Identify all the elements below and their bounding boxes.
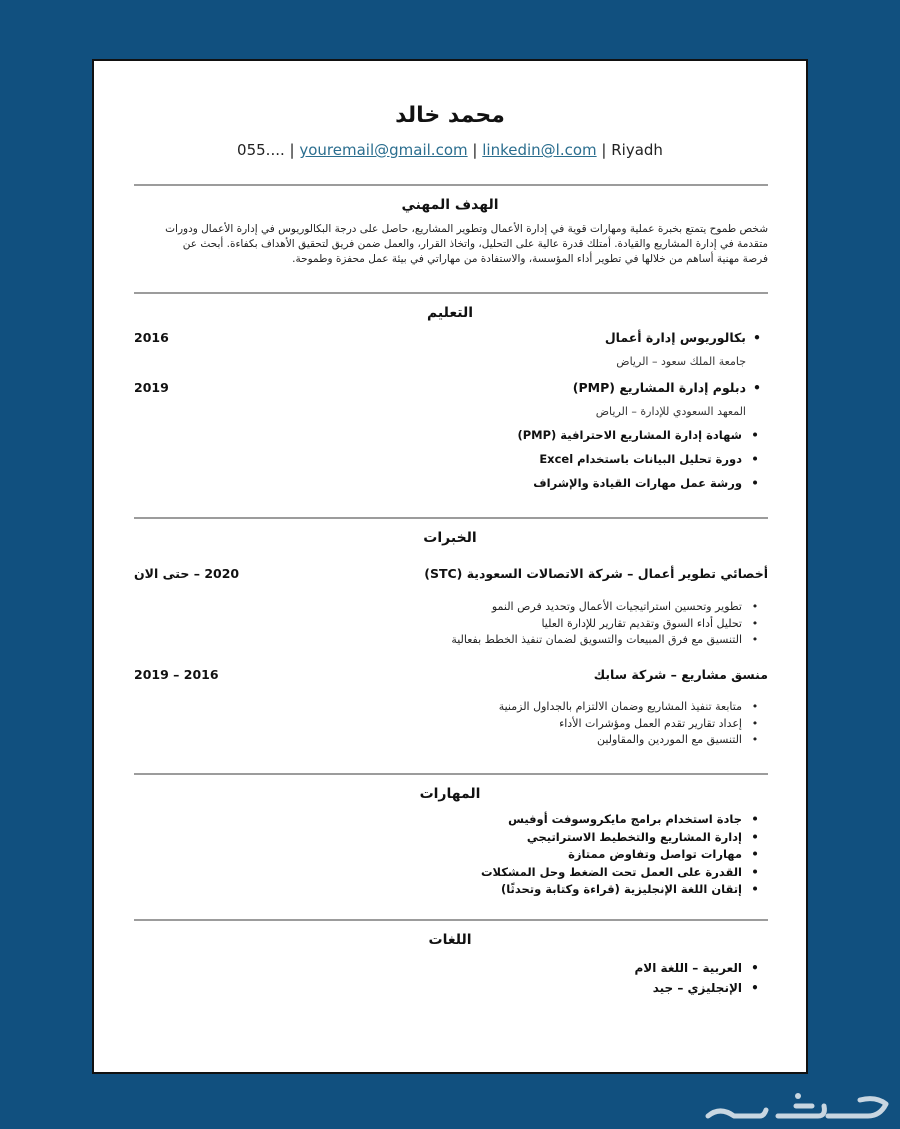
- course-item: • دورة تحليل البيانات باستخدام Excel: [134, 447, 768, 471]
- task-item: • إعداد تقارير تقدم العمل ومؤشرات الأداء: [134, 716, 768, 733]
- linkedin-link[interactable]: linkedin@l.com: [482, 141, 597, 159]
- languages-list: [134, 958, 768, 998]
- haraj-watermark-logo: [700, 1086, 896, 1126]
- candidate-name: محمد خالد: [395, 103, 505, 128]
- city: Riyadh: [611, 141, 663, 159]
- skills-list: [134, 811, 768, 899]
- skill-item: • جادة استخدام برامج مايكروسوفت أوفيس: [134, 811, 768, 829]
- job-tasks: [134, 699, 768, 749]
- skills-title: المهارات: [419, 786, 481, 802]
- section-divider: [134, 517, 768, 519]
- task-item: • تحليل أداء السوق وتقديم تقارير للإدارة العليا: [134, 616, 768, 633]
- job-title: أخصائي تطوير أعمال – شركة الاتصالات السعودية (STC): [424, 566, 768, 581]
- contact-separator: |: [289, 141, 295, 159]
- language-item: • الإنجليزي – جيد: [134, 978, 768, 998]
- skill-item: • إتقان اللغة الإنجليزية (قراءة وكتابة وتحدثًا): [134, 881, 768, 899]
- job-period: 2016 – 2019: [134, 667, 219, 682]
- resume-page: [92, 59, 808, 1074]
- contact-line: [94, 141, 806, 159]
- degree-row: [134, 380, 768, 400]
- job-period: 2020 – حتى الان: [134, 566, 240, 581]
- courses-list: [134, 423, 768, 495]
- objective-title: الهدف المهني: [401, 197, 499, 213]
- task-item: • التنسيق مع فرق المبيعات والتسويق لضمان تنفيذ الخطط بفعالية: [134, 632, 768, 649]
- skill-item: • القدرة على العمل تحت الضغط وحل المشكلات: [134, 864, 768, 882]
- section-divider: [134, 919, 768, 921]
- languages-title: اللغات: [428, 932, 472, 948]
- degree-institution: المعهد السعودي للإدارة – الرياض: [595, 405, 746, 418]
- job-row: [134, 566, 768, 586]
- contact-separator: |: [601, 141, 607, 159]
- degree-name: • بكالوريوس إدارة أعمال: [605, 330, 768, 345]
- task-item: • متابعة تنفيذ المشاريع وضمان الالتزام بالجداول الزمنية: [134, 699, 768, 716]
- phone-number: 055....: [237, 141, 285, 159]
- job-row: [134, 667, 768, 687]
- experience-title: الخبرات: [423, 530, 477, 546]
- skill-item: • مهارات تواصل وتفاوض ممتازة: [134, 846, 768, 864]
- task-item: • التنسيق مع الموردين والمقاولين: [134, 732, 768, 749]
- section-divider: [134, 773, 768, 775]
- job-title: منسق مشاريع – شركة سابك: [593, 667, 768, 682]
- degree-institution: جامعة الملك سعود – الرياض: [616, 355, 746, 368]
- course-item: • شهادة إدارة المشاريع الاحترافية (PMP): [134, 423, 768, 447]
- objective-text: شخص طموح يتمتع بخبرة عملية ومهارات قوية في إدارة الأعمال وتطوير المشاريع، حاصل على درجة البكالوريوس في إدارة الأعمال ودورات متقدمة في إدارة المشاريع والقيادة. أمتلك قدرة عالية على التحليل، واتخاذ القرار، والعمل ضمن فريق لتحقيق الأهداف بكفاءة. أبحث عن فرصة مهنية أساهم من خلالها في تطوير أداء المؤسسة، والاستفادة من مهاراتي في بيئة عمل محفزة وطموحة.: [165, 223, 768, 265]
- education-title: التعليم: [426, 305, 474, 321]
- language-item: • العربية – اللغة الام: [134, 958, 768, 978]
- degree-year: 2016: [134, 330, 169, 345]
- task-item: • تطوير وتحسين استراتيجيات الأعمال وتحديد فرص النمو: [134, 599, 768, 616]
- degree-row: [134, 330, 768, 350]
- degree-year: 2019: [134, 380, 169, 395]
- section-divider: [134, 292, 768, 294]
- contact-separator: |: [472, 141, 478, 159]
- email-link[interactable]: youremail@gmail.com: [299, 141, 468, 159]
- skill-item: • إدارة المشاريع والتخطيط الاستراتيجي: [134, 829, 768, 847]
- course-item: • ورشة عمل مهارات القيادة والإشراف: [134, 471, 768, 495]
- job-tasks: [134, 599, 768, 649]
- section-divider: [134, 184, 768, 186]
- degree-name: • دبلوم إدارة المشاريع (PMP): [573, 380, 768, 395]
